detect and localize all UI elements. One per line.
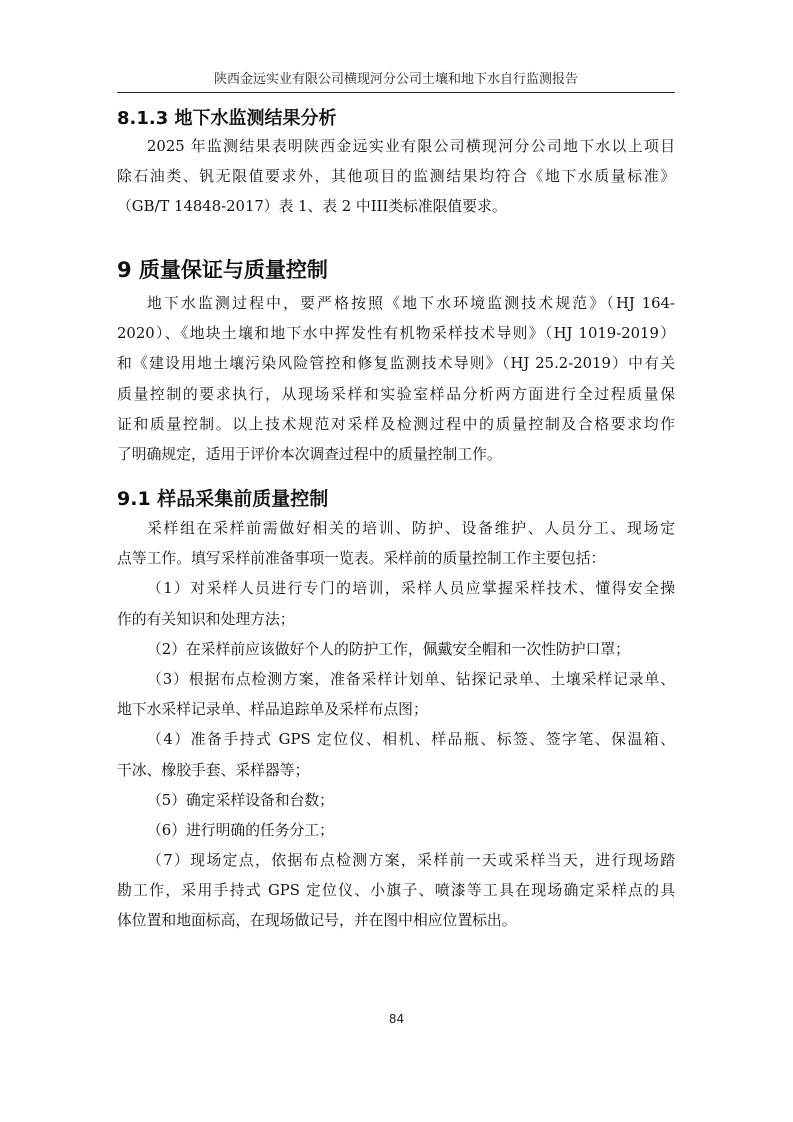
list-item-4-cont: 干冰、橡胶手套、采样器等； bbox=[117, 761, 310, 779]
heading-9: 9 质量保证与质量控制 bbox=[117, 258, 328, 282]
list-item-4: （4）准备手持式 GPS 定位仪、相机、样品瓶、标签、签字笔、保温箱、 bbox=[147, 731, 675, 749]
text-line: 质量控制的要求执行，从现场采样和实验室样品分析两方面进行全过程质量保 bbox=[117, 385, 675, 403]
text-line: 点等工作。填写采样前准备事项一览表。采样前的质量控制工作主要包括： bbox=[117, 550, 606, 568]
paragraph-groundwater-result bbox=[117, 132, 675, 223]
list-item-3: （3）根据布点检测方案，准备采样计划单、钻探记录单、土壤采样记录单、 bbox=[147, 670, 675, 688]
list-item-1-cont: 作的有关知识和处理方法； bbox=[117, 610, 295, 628]
paragraph-qa-qc-intro bbox=[117, 289, 675, 470]
text-line: 地下水监测过程中，要严格按照《地下水环境监测技术规范》（HJ 164- bbox=[147, 295, 675, 312]
text-line: 了明确规定，适用于评价本次调查过程中的质量控制工作。 bbox=[117, 445, 502, 463]
list-item-6: （6）进行明确的任务分工； bbox=[147, 821, 334, 839]
text-line: 2020）、《地块土壤和地下水中挥发性有机物采样技术导则》（HJ 1019-2019） bbox=[117, 325, 675, 343]
list-item-3-cont: 地下水采样记录单、样品追踪单及采样布点图； bbox=[117, 701, 428, 719]
list-item-5: （5）确定采样设备和台数； bbox=[147, 791, 334, 809]
list-item-7: （7）现场定点，依据布点检测方案，采样前一天或采样当天，进行现场踏 bbox=[147, 852, 675, 870]
list-item-1: （1）对采样人员进行专门的培训，采样人员应掌握采样技术、懂得安全操 bbox=[147, 580, 675, 598]
list-item-7-cont: 勘工作，采用手持式 GPS 定位仪、小旗子、喷漆等工具在现场确定采样点的具 bbox=[117, 882, 675, 900]
list-item-2: （2）在采样前应该做好个人的防护工作，佩戴安全帽和一次性防护口罩； bbox=[147, 640, 630, 658]
text-line: （GB/T 14848-2017）表 1、表 2 中III类标准限值要求。 bbox=[117, 198, 507, 216]
page-number: 84 bbox=[388, 1012, 405, 1026]
paragraph-presampling bbox=[117, 514, 675, 937]
text-line: 和《建设用地土壤污染风险管控和修复监测技术导则》（HJ 25.2-2019）中有关 bbox=[117, 355, 675, 373]
text-line: 2025 年监测结果表明陕西金远实业有限公司横现河分公司地下水以上项目 bbox=[147, 138, 675, 155]
heading-9-1: 9.1 样品采集前质量控制 bbox=[117, 488, 329, 510]
running-header: 陕西金远实业有限公司横现河分公司土壤和地下水自行监测报告 bbox=[117, 71, 675, 93]
heading-8-1-3: 8.1.3 地下水监测结果分析 bbox=[117, 108, 337, 129]
text-line: 除石油类、钒无限值要求外，其他项目的监测结果均符合《地下水质量标准》 bbox=[117, 168, 675, 186]
text-line: 采样组在采样前需做好相关的培训、防护、设备维护、人员分工、现场定 bbox=[147, 520, 675, 537]
list-item-7-cont: 体位置和地面标高，在现场做记号，并在图中相应位置标出。 bbox=[117, 912, 517, 930]
text-line: 证和质量控制。以上技术规范对采样及检测过程中的质量控制及合格要求均作 bbox=[117, 415, 675, 433]
